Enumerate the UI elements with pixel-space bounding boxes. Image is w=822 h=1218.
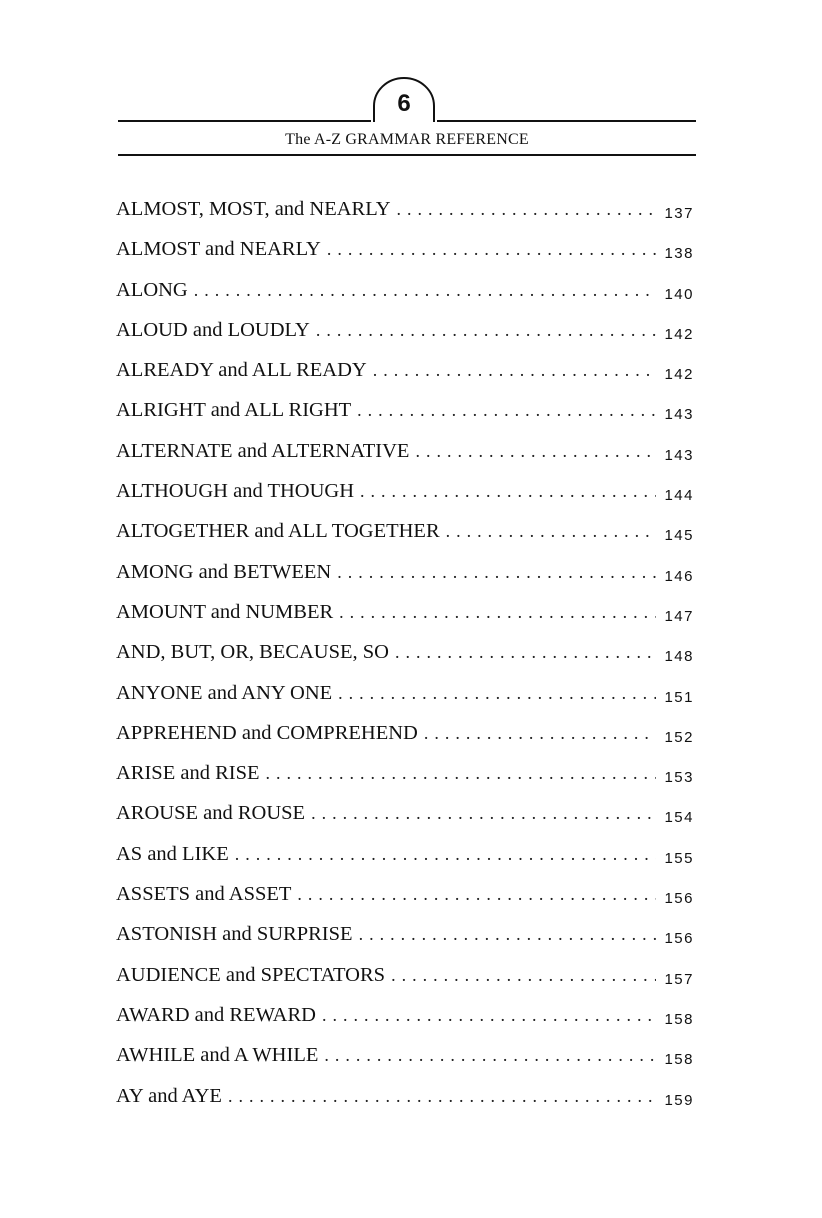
toc-entry-title: AWARD and REWARD <box>116 1003 316 1026</box>
toc-entry <box>116 964 694 1004</box>
toc-entry-page: 146 <box>664 567 694 585</box>
toc-entry <box>116 722 694 762</box>
toc-entry-title: ARISE and RISE <box>116 762 260 785</box>
toc-dot-leader <box>397 199 657 220</box>
toc-dot-leader <box>337 562 656 583</box>
toc-entry-page: 155 <box>664 849 694 867</box>
toc-entry-title: AS and LIKE <box>116 842 229 865</box>
toc-entry-page: 154 <box>664 809 694 827</box>
toc-dot-leader <box>424 723 656 744</box>
toc-entry-page: 158 <box>664 1051 694 1069</box>
toc-entry-page: 156 <box>664 890 694 908</box>
toc-entry-title: ALTOGETHER and ALL TOGETHER <box>116 520 440 543</box>
toc-entry <box>116 198 694 238</box>
toc-entry-page: 153 <box>664 769 694 787</box>
toc-entry <box>116 682 694 722</box>
toc-entry-title: APPREHEND and COMPREHEND <box>116 721 418 744</box>
toc-entry-title: AND, BUT, OR, BECAUSE, SO <box>116 641 389 664</box>
toc-entry-page: 147 <box>664 607 694 625</box>
toc-entry-page: 143 <box>664 446 694 464</box>
toc-dot-leader <box>338 683 656 704</box>
toc-dot-leader <box>395 642 656 663</box>
toc-entry-title: AUDIENCE and SPECTATORS <box>116 963 386 986</box>
toc-entry-title: ALMOST, MOST, and NEARLY <box>116 198 391 220</box>
toc-entry-page: 151 <box>664 688 694 706</box>
toc-entry-page: 137 <box>664 205 694 222</box>
toc-entry-title: AMONG and BETWEEN <box>116 560 332 583</box>
toc-entry-title: ALTERNATE and ALTERNATIVE <box>116 439 410 462</box>
toc-entry-page: 140 <box>664 285 694 303</box>
toc-dot-leader <box>297 884 656 905</box>
toc-entry <box>116 238 694 278</box>
toc-dot-leader <box>359 924 656 945</box>
toc-dot-leader <box>446 521 656 542</box>
toc-dot-leader <box>324 1045 656 1066</box>
toc-entry <box>116 1044 694 1084</box>
toc-entry <box>116 1085 694 1125</box>
toc-entry <box>116 480 694 520</box>
toc-entry <box>116 601 694 641</box>
toc-entry-page: 158 <box>664 1010 694 1028</box>
toc-entry-title: AMOUNT and NUMBER <box>116 600 334 623</box>
header-bottom-rule <box>118 154 696 156</box>
toc-entry-title: ALREADY and ALL READY <box>116 359 367 382</box>
toc-entry-page: 138 <box>664 245 694 263</box>
toc-entry <box>116 802 694 842</box>
toc-entry-title: ALTHOUGH and THOUGH <box>116 480 355 503</box>
toc-dot-leader <box>311 803 656 824</box>
toc-dot-leader <box>327 239 656 260</box>
toc-entry <box>116 319 694 359</box>
page-header <box>118 74 696 164</box>
toc-dot-leader <box>228 1086 656 1107</box>
toc-entry-page: 142 <box>664 366 694 384</box>
toc-entry-title: AY and AYE <box>116 1084 222 1107</box>
toc-entry-title: ASTONISH and SURPRISE <box>116 923 353 946</box>
toc-entry-title: AWHILE and A WHILE <box>116 1044 319 1067</box>
toc-dot-leader <box>415 441 656 462</box>
toc-entry <box>116 279 694 319</box>
toc-entry <box>116 520 694 560</box>
toc-entry-page: 143 <box>664 406 694 424</box>
toc-entry <box>116 440 694 480</box>
toc-entry-page: 144 <box>664 487 694 505</box>
toc-entry-page: 159 <box>664 1091 694 1109</box>
toc-dot-leader <box>357 400 656 421</box>
toc-entry <box>116 843 694 883</box>
toc-entry-title: ALMOST and NEARLY <box>116 238 321 261</box>
toc-entry-page: 145 <box>664 527 694 545</box>
toc-entry <box>116 359 694 399</box>
toc-entry-page: 142 <box>664 325 694 343</box>
toc-entry <box>116 561 694 601</box>
toc-dot-leader <box>322 1005 656 1026</box>
toc-entry-title: ALRIGHT and ALL RIGHT <box>116 399 352 422</box>
toc-entry <box>116 641 694 681</box>
toc-entry-title: ASSETS and ASSET <box>116 883 292 906</box>
toc-dot-leader <box>316 320 656 341</box>
toc-entry <box>116 883 694 923</box>
toc-entry-page: 156 <box>664 930 694 948</box>
toc-dot-leader <box>360 481 656 502</box>
toc-entry <box>116 399 694 439</box>
toc-entry-page: 157 <box>664 970 694 988</box>
toc-entry <box>116 923 694 963</box>
toc-dot-leader <box>235 844 656 865</box>
toc-dot-leader <box>391 965 656 986</box>
toc-dot-leader <box>373 360 656 381</box>
toc-entry-page: 148 <box>664 648 694 666</box>
toc-dot-leader <box>339 602 656 623</box>
table-of-contents <box>116 198 694 1125</box>
toc-dot-leader <box>194 280 656 301</box>
toc-entry <box>116 762 694 802</box>
chapter-badge <box>371 76 437 122</box>
toc-entry-title: ALONG <box>116 278 188 301</box>
toc-entry-title: ANYONE and ANY ONE <box>116 681 333 704</box>
toc-entry-title: ALOUD and LOUDLY <box>116 318 310 341</box>
toc-entry-title: AROUSE and ROUSE <box>116 802 306 825</box>
toc-dot-leader <box>266 763 657 784</box>
chapter-number: 6 <box>397 90 411 117</box>
running-title: The A-Z GRAMMAR REFERENCE <box>285 131 529 148</box>
toc-entry-page: 152 <box>664 728 694 746</box>
toc-entry <box>116 1004 694 1044</box>
